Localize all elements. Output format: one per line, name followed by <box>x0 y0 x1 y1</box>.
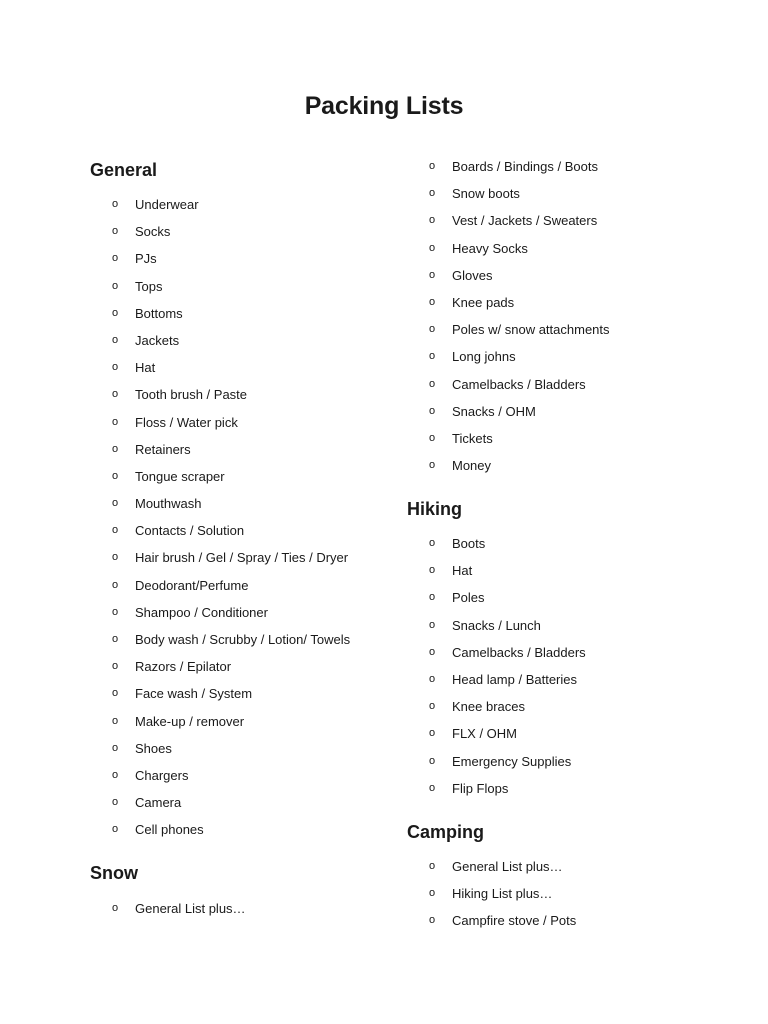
bullet-icon: o <box>112 469 119 482</box>
bullet-icon: o <box>112 741 119 754</box>
item-label: Hat <box>452 563 473 579</box>
section-heading-hiking: Hiking <box>407 499 463 519</box>
item-label: Tongue scraper <box>135 468 225 484</box>
section-camping <box>407 817 577 935</box>
list-item <box>90 789 182 816</box>
bullet-icon: o <box>429 268 436 281</box>
bullet-icon: o <box>112 902 119 914</box>
list-item <box>407 557 473 584</box>
item-label: Cell phones <box>135 822 204 838</box>
item-label: Tickets <box>452 430 493 446</box>
item-label: Flip Flops <box>452 780 509 796</box>
item-label: Campfire stove / Pots <box>452 913 577 929</box>
item-label: Razors / Epilator <box>135 659 232 675</box>
list-item <box>407 530 486 557</box>
section-general <box>90 155 351 844</box>
list-item <box>90 816 204 843</box>
item-label: Tooth brush / Paste <box>135 387 248 403</box>
list-item <box>90 490 202 517</box>
item-label: Money <box>452 458 492 474</box>
page-title: Packing Lists <box>304 92 464 120</box>
item-label: Boots <box>452 536 486 551</box>
list-item <box>90 895 246 922</box>
bullet-icon: o <box>112 497 119 510</box>
bullet-icon: o <box>429 860 436 872</box>
list-item <box>90 463 225 490</box>
list-item <box>90 599 268 626</box>
item-label: Body wash / Scrubby / Lotion/ Towels <box>135 632 351 647</box>
list-item <box>90 191 199 218</box>
list-item <box>407 693 525 720</box>
item-label: Make-up / remover <box>135 713 245 729</box>
list-item <box>90 626 351 653</box>
list-item <box>407 639 586 666</box>
bullet-icon: o <box>112 225 119 238</box>
item-label: Snacks / Lunch <box>452 617 541 633</box>
bullet-icon: o <box>429 591 436 604</box>
list-item <box>407 853 563 880</box>
section-hiking <box>407 494 586 802</box>
list-item <box>90 517 245 544</box>
list-item <box>407 720 518 747</box>
bullet-icon: o <box>429 160 436 172</box>
bullet-icon: o <box>429 323 436 336</box>
list-item <box>407 880 553 907</box>
item-label: Bottoms <box>135 305 183 321</box>
list-item <box>90 653 232 680</box>
item-label: Heavy Socks <box>452 240 528 256</box>
list-item <box>90 245 157 272</box>
item-label: Hiking List plus… <box>452 886 553 902</box>
item-label: Underwear <box>135 197 199 212</box>
bullet-icon: o <box>112 823 119 836</box>
item-label: General List plus… <box>452 859 563 874</box>
bullet-icon: o <box>112 687 119 700</box>
item-label: Boards / Bindings / Boots <box>452 159 598 174</box>
bullet-icon: o <box>429 754 436 767</box>
item-label: Shoes <box>135 740 172 756</box>
bullet-icon: o <box>112 388 119 401</box>
item-label: Camera <box>135 795 182 811</box>
bullet-icon: o <box>112 605 119 618</box>
item-label: Hat <box>135 360 156 376</box>
bullet-icon: o <box>429 431 436 444</box>
item-label: Knee braces <box>452 699 525 715</box>
item-label: Floss / Water pick <box>135 414 238 430</box>
item-label: Gloves <box>452 267 493 283</box>
item-label: Contacts / Solution <box>135 523 245 539</box>
item-label: Retainers <box>135 441 191 457</box>
bullet-icon: o <box>112 714 119 727</box>
bullet-icon: o <box>429 537 436 549</box>
camping-list <box>407 853 577 935</box>
bullet-icon: o <box>112 796 119 809</box>
list-item <box>90 735 172 762</box>
list-item <box>407 775 509 802</box>
item-label: PJs <box>135 251 157 267</box>
bullet-icon: o <box>429 781 436 794</box>
item-label: Long johns <box>452 349 516 365</box>
section-heading-camping: Camping <box>407 822 485 842</box>
item-label: Shampoo / Conditioner <box>135 604 268 620</box>
item-label: Knee pads <box>452 294 515 310</box>
bullet-icon: o <box>112 415 119 428</box>
bullet-icon: o <box>429 914 436 927</box>
bullet-icon: o <box>112 551 119 564</box>
bullet-icon: o <box>429 700 436 713</box>
bullet-icon: o <box>429 214 436 227</box>
list-item <box>90 218 171 245</box>
item-label: Jackets <box>135 332 180 348</box>
list-item <box>90 436 191 463</box>
list-item <box>90 354 157 381</box>
list-item <box>407 612 541 639</box>
bullet-icon: o <box>429 645 436 658</box>
item-label: Tops <box>135 278 163 294</box>
section-heading-general: General <box>90 160 158 180</box>
list-item <box>90 544 349 571</box>
bullet-icon: o <box>112 361 119 374</box>
bullet-icon: o <box>429 187 436 200</box>
item-label: Head lamp / Batteries <box>452 671 578 687</box>
item-label: Snow boots <box>452 186 520 202</box>
bullet-icon: o <box>429 672 436 685</box>
bullet-icon: o <box>112 198 119 210</box>
list-item <box>407 748 572 775</box>
bullet-icon: o <box>429 564 436 577</box>
list-item <box>90 708 245 735</box>
list-item <box>407 666 578 693</box>
item-label: Poles w/ snow attachments <box>452 322 610 338</box>
item-label: Snacks / OHM <box>452 403 536 419</box>
list-item <box>407 907 577 934</box>
bullet-icon: o <box>112 660 119 673</box>
list-item <box>90 381 248 408</box>
general-list <box>90 191 351 844</box>
bullet-icon: o <box>112 768 119 781</box>
bullet-icon: o <box>429 350 436 363</box>
section-snow <box>90 858 246 922</box>
item-label: Socks <box>135 224 171 240</box>
item-label: Face wash / System <box>135 686 253 702</box>
item-label: Mouthwash <box>135 496 202 512</box>
section-heading-snow: Snow <box>90 863 138 883</box>
snow-list <box>90 895 246 922</box>
item-label: Camelbacks / Bladders <box>452 644 586 660</box>
bullet-icon: o <box>112 442 119 455</box>
bullet-icon: o <box>429 295 436 308</box>
bullet-icon: o <box>112 252 119 265</box>
item-label: Emergency Supplies <box>452 753 572 769</box>
bullet-icon: o <box>429 618 436 631</box>
hiking-list <box>407 530 586 802</box>
item-label: Hair brush / Gel / Spray / Ties / Dryer <box>135 550 349 566</box>
bullet-icon: o <box>429 404 436 417</box>
list-item <box>90 409 238 436</box>
bullet-icon: o <box>112 524 119 537</box>
bullet-icon: o <box>112 578 119 591</box>
item-label: Chargers <box>135 767 189 783</box>
list-item <box>90 762 189 789</box>
item-label: Deodorant/Perfume <box>135 577 249 593</box>
item-label: General List plus… <box>135 901 246 916</box>
bullet-icon: o <box>112 306 119 319</box>
item-label: Poles <box>452 590 485 606</box>
list-item <box>90 572 249 599</box>
bullet-icon: o <box>429 727 436 740</box>
bullet-icon: o <box>112 633 119 645</box>
item-label: Vest / Jackets / Sweaters <box>452 213 598 229</box>
list-item <box>90 680 253 707</box>
list-item <box>407 584 485 611</box>
list-item <box>90 273 163 300</box>
bullet-icon: o <box>429 459 436 472</box>
bullet-icon: o <box>112 279 119 292</box>
item-label: FLX / OHM <box>452 726 518 742</box>
bullet-icon: o <box>429 377 436 390</box>
list-item <box>90 300 183 327</box>
item-label: Camelbacks / Bladders <box>452 376 586 392</box>
bullet-icon: o <box>112 333 119 346</box>
bullet-icon: o <box>429 241 436 254</box>
bullet-icon: o <box>429 887 436 900</box>
list-item <box>90 327 180 354</box>
